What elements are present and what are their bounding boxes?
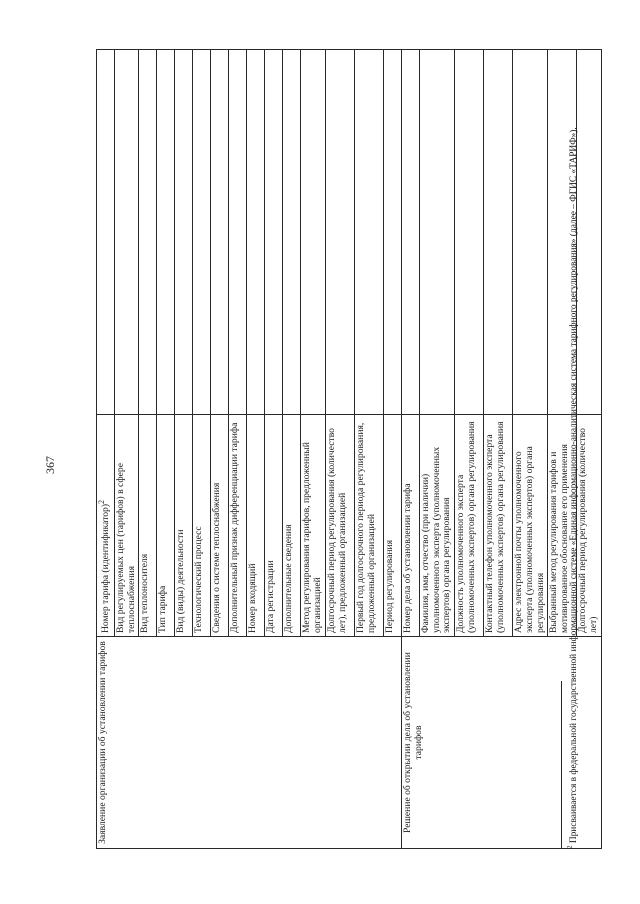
field-name-cell: Метод регулирования тарифов, предложенный организацией bbox=[301, 414, 325, 636]
page-number: 367 bbox=[43, 456, 57, 474]
field-value-cell bbox=[229, 50, 247, 415]
field-name-cell: Долгосрочный период регулирования (количество лет), предложенный организацией bbox=[325, 414, 354, 636]
field-value-cell bbox=[325, 50, 354, 415]
field-value-cell bbox=[247, 50, 265, 415]
footnote bbox=[566, 59, 581, 849]
field-name: Номер тарифа (идентификатор) bbox=[100, 503, 112, 634]
field-value-cell bbox=[157, 50, 175, 415]
field-value-cell bbox=[354, 50, 383, 415]
field-name-cell: Вид (виды) деятельности bbox=[175, 414, 193, 636]
field-value-cell bbox=[484, 50, 513, 415]
field-name-cell: Контактный телефон уполномоченного эксперта (уполномоченных экспертов) органа регулирования bbox=[484, 414, 513, 636]
field-name-cell: Выбранный метод регулирования тарифов и мотивированное обоснование его применения bbox=[548, 414, 577, 636]
field-value-cell bbox=[175, 50, 193, 415]
field-name-cell: Вид теплоносителя bbox=[139, 414, 157, 636]
field-value-cell bbox=[383, 50, 401, 415]
field-name-cell: Дополнительный признак дифференциации тарифа bbox=[229, 414, 247, 636]
field-name-cell: Номер дела об установлении тарифа bbox=[401, 414, 419, 636]
footnote-divider bbox=[561, 681, 562, 849]
field-name-cell: Первый год долгосрочного периода регулирования, предложенный организацией bbox=[354, 414, 383, 636]
field-name-cell: Сведения о системе теплоснабжения bbox=[211, 414, 229, 636]
group-application-label: Заявление организации об установлении тарифов bbox=[97, 637, 402, 849]
table-row bbox=[401, 50, 419, 849]
field-value-cell bbox=[513, 50, 548, 415]
field-value-cell bbox=[419, 50, 454, 415]
footnote-marker: 2 bbox=[566, 845, 574, 849]
footnote-text: Присваивается в федеральной государственной информационной системе «Единая информационно-аналитическая система тарифного регулирования» (далее – ФГИС «ТАРИФ»). bbox=[569, 127, 580, 844]
group-decision-label: Решение об открытии дела об установлении тарифов bbox=[401, 637, 601, 849]
field-name-cell: Тип тарифа bbox=[157, 414, 175, 636]
field-value-cell bbox=[97, 50, 115, 415]
field-name-cell bbox=[97, 414, 115, 636]
field-value-cell bbox=[211, 50, 229, 415]
field-value-cell bbox=[283, 50, 301, 415]
tariff-fields-table bbox=[96, 49, 602, 849]
field-value-cell bbox=[455, 50, 484, 415]
field-value-cell bbox=[193, 50, 211, 415]
field-value-cell bbox=[265, 50, 283, 415]
field-name-cell: Вид регулируемых цен (тарифов) в сфере теплоснабжения bbox=[115, 414, 139, 636]
field-name-cell: Технологический процесс bbox=[193, 414, 211, 636]
field-name-cell: Номер входящий bbox=[247, 414, 265, 636]
field-name-cell: Фамилия, имя, отчество (при наличии) уполномоченного эксперта (уполномоченных экспертов) органа регулирования bbox=[419, 414, 454, 636]
table-row bbox=[97, 50, 115, 849]
footnote-ref: 2 bbox=[97, 499, 106, 504]
field-name-cell: Дата регистрации bbox=[265, 414, 283, 636]
field-value-cell bbox=[115, 50, 139, 415]
field-name-cell: Долгосрочный период регулирования (количество лет) bbox=[577, 414, 601, 636]
field-value-cell bbox=[401, 50, 419, 415]
field-name-cell: Дополнительные сведения bbox=[283, 414, 301, 636]
field-name-cell: Должность уполномоченного эксперта (уполномоченных экспертов) органа регулирования bbox=[455, 414, 484, 636]
field-value-cell bbox=[139, 50, 157, 415]
field-value-cell bbox=[301, 50, 325, 415]
field-name-cell: Адрес электронной почты уполномоченного эксперта (уполномоченных экспертов) органа регулирования bbox=[513, 414, 548, 636]
field-name-cell: Период регулирования bbox=[383, 414, 401, 636]
